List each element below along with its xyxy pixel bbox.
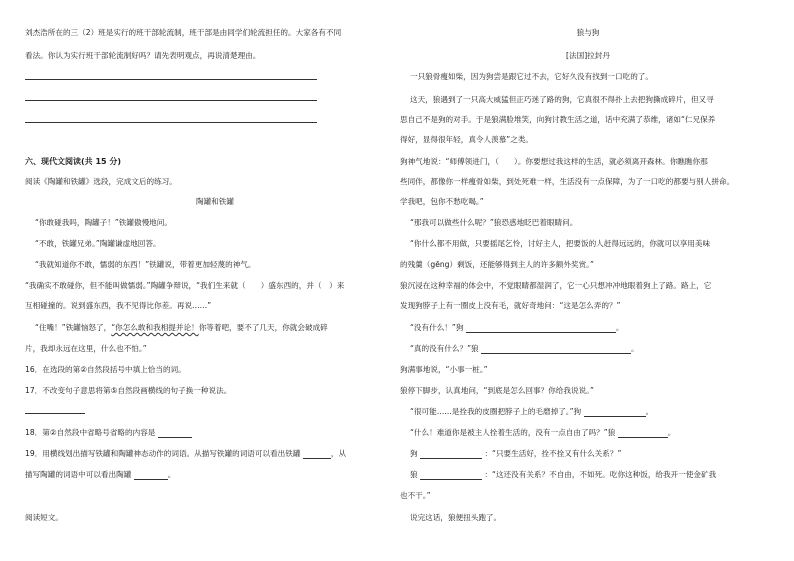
story-paragraph-6b: 发现狗脖子上有一圈皮上没有毛，就好奇地问：“这是怎么弄的？”	[400, 301, 621, 310]
marked-sentence: “你怎么敢和我相提并论！	[111, 323, 199, 332]
passage-paragraph-1: “你敢碰我吗，陶罐子！”铁罐傲慢地问。	[35, 218, 172, 227]
q18-text: 18．第②自然段中省略号省略的内容是	[25, 428, 156, 437]
section-title: 六、现代文阅读(共 15 分)	[25, 157, 122, 166]
dialogue-8-continued: 也不干。”	[400, 491, 431, 500]
paragraph-5-lead: “住嘴！”铁罐恼怒了，	[35, 323, 112, 332]
essay-prompt-line-1: 刘杰浩所在的三（2）班是实行的班干部轮流制，班干部是由同学们轮流担任的。大家各有不同	[25, 28, 342, 37]
story-paragraph-6a: 狼沉浸在这种幸福的体会中，不觉眼睛都湿润了，它一心只想冲冲地眼着狗上了路。路上，它	[400, 281, 712, 290]
dialogue-1-blank[interactable]	[466, 323, 616, 333]
dialogue-4: 狼停下脚步，认真地问，“到底是怎么回事？你给我说说。”	[400, 386, 594, 395]
story-paragraph-3c: 学我吧，包你不愁吃喝。”	[400, 197, 484, 206]
story-paragraph-5b: 的残羹（gēng）剩饭，还能够得到主人的许多额外奖赏。”	[400, 260, 594, 269]
dialogue-8-text: ：“这还没有关系？不自由，不如死。吃你这种饭，给我开一使金矿我	[484, 470, 717, 479]
answer-line-1[interactable]	[25, 79, 317, 80]
story-author: [法国]拉封丹	[566, 51, 610, 60]
question-18	[25, 427, 192, 438]
story-paragraph-4: “那我可以做些什么呢？”狼恐惑地眨巴着眼睛问。	[410, 218, 578, 227]
question-19a: 19．用横线划出描写铁罐和陶罐神态动作的词语。从描写铁罐的词语可以看出铁罐 ，从	[25, 449, 347, 458]
passage-paragraph-5b: 片，我却永远在这里，什么也不怕。”	[25, 344, 147, 353]
passage-paragraph-2: “不敢，铁罐兄弟。”陶罐谦虚地回答。	[35, 239, 161, 248]
dialogue-6: “什么！难道你是被主人拴着生活的，没有一点自由了吗？”狼 。	[410, 428, 676, 437]
dialogue-6-blank[interactable]	[618, 428, 668, 438]
answer-line-3[interactable]	[25, 122, 317, 123]
dialogue-8-speaker: 狼	[410, 470, 418, 479]
story-paragraph-2c: 得好，显得很年轻，真令人羡慕”之类。	[400, 135, 534, 144]
next-reading-instruction: 阅读短文。	[25, 513, 63, 522]
q17-answer-line[interactable]	[25, 413, 85, 414]
dialogue-7-speaker: 狗	[410, 449, 418, 458]
dialogue-2: “真的没有什么？”狼 。	[410, 344, 639, 353]
story-paragraph-3b: 些同伴，都像你一样瘦骨如柴，到处死难一样，生活没有一点保障，为了一口吃的都要与别人拼命。	[400, 177, 735, 186]
dialogue-5: “很可能……是拴我的皮圈把脖子上的毛磨掉了。”狗 。	[410, 407, 654, 416]
q19-blank-1[interactable]	[303, 449, 331, 459]
paragraph-5-rest: 你等着吧，要不了几天，你就会破成碎	[198, 323, 328, 332]
dialogue-3: 狗满事地说，“小事一桩。”	[400, 365, 488, 374]
answer-line-2[interactable]	[25, 100, 317, 101]
question-19b: 描写陶罐的词语中可以看出陶罐 。	[25, 470, 176, 479]
passage-title: 陶罐和铁罐	[196, 197, 234, 206]
reading-instruction: 阅读《陶罐和铁罐》选段，完成文后的练习。	[25, 177, 177, 186]
dialogue-7-blank[interactable]	[420, 449, 482, 459]
story-ending: 说完这话，狼便扭头跑了。	[410, 513, 502, 522]
q19-text-2: 描写陶罐的词语中可以看出陶罐	[25, 470, 132, 479]
dialogue-7	[410, 448, 621, 459]
story-paragraph-1: 一只狼骨瘦如柴，因为狗尝是跟它过不去，它好久没有找到一口吃的了。	[410, 72, 653, 81]
passage-paragraph-3: “我就知道你不敢，懦弱的东西！”铁罐说，带着更加轻蔑的神气。	[35, 260, 256, 269]
dialogue-1-text: “没有什么！”狗	[410, 323, 464, 332]
dialogue-5-blank[interactable]	[584, 407, 646, 417]
story-paragraph-2b: 思自己不是狗的对手。于是狼满脸堆笑，向狗讨教生活之道，话中充满了恭维，诸如“仁兄保养	[400, 115, 716, 124]
passage-paragraph-4a: “我确实不敢碰你，但不能叫做懦弱。”陶罐争辩说，“我们生来就（ ）盛东西的，并（ ）来	[25, 281, 345, 290]
story-paragraph-3a: 狗神气地说：“师傅领进门，（ ）。你要想过我这样的生活，就必须离开森林。你瞧瞧你那	[400, 157, 708, 166]
dialogue-7-text: ：“只要生活好，拴不拴又有什么关系？”	[484, 449, 622, 458]
story-paragraph-2a: 这天，狼遇到了一只高大威猛但正巧迷了路的狗，它真很不得扑上去把狗撕成碎片，但又寻	[410, 95, 714, 104]
essay-prompt-line-2: 看法。你认为实行班干部轮流制好吗？请先表明观点，再说清楚理由。	[25, 51, 261, 60]
dialogue-2-text: “真的没有什么？”狼	[410, 344, 479, 353]
passage-paragraph-5a	[35, 322, 328, 333]
dialogue-6-text: “什么！难道你是被主人拴着生活的，没有一点自由了吗？”狼	[410, 428, 616, 437]
question-17: 17．不改变句子意思将第⑤自然段画横线的句子换一种说法。	[25, 386, 232, 395]
q18-answer-blank[interactable]	[158, 428, 192, 438]
question-16: 16．在选段的第②自然段括号中填上恰当的词。	[25, 365, 186, 374]
q19-blank-2[interactable]	[134, 470, 168, 480]
passage-paragraph-4b: 互相碰撞的。说到盛东西，我不见得比你差。再说……”	[25, 301, 212, 310]
dialogue-5-text: “很可能……是拴我的皮圈把脖子上的毛磨掉了。”狗	[410, 407, 582, 416]
dialogue-8-blank[interactable]	[420, 470, 482, 480]
story-paragraph-5a: “你什么都不用做，只要摇尾乞怜，讨好主人，把要饭的人赶得远远的，你就可以享用美味	[410, 239, 711, 248]
dialogue-8	[410, 469, 716, 480]
dialogue-1: “没有什么！”狗 。	[410, 323, 624, 332]
q19-text: 19．用横线划出描写铁罐和陶罐神态动作的词语。从描写铁罐的词语可以看出铁罐	[25, 449, 301, 458]
story-title: 狼与狗	[576, 28, 600, 37]
dialogue-2-blank[interactable]	[481, 344, 631, 354]
